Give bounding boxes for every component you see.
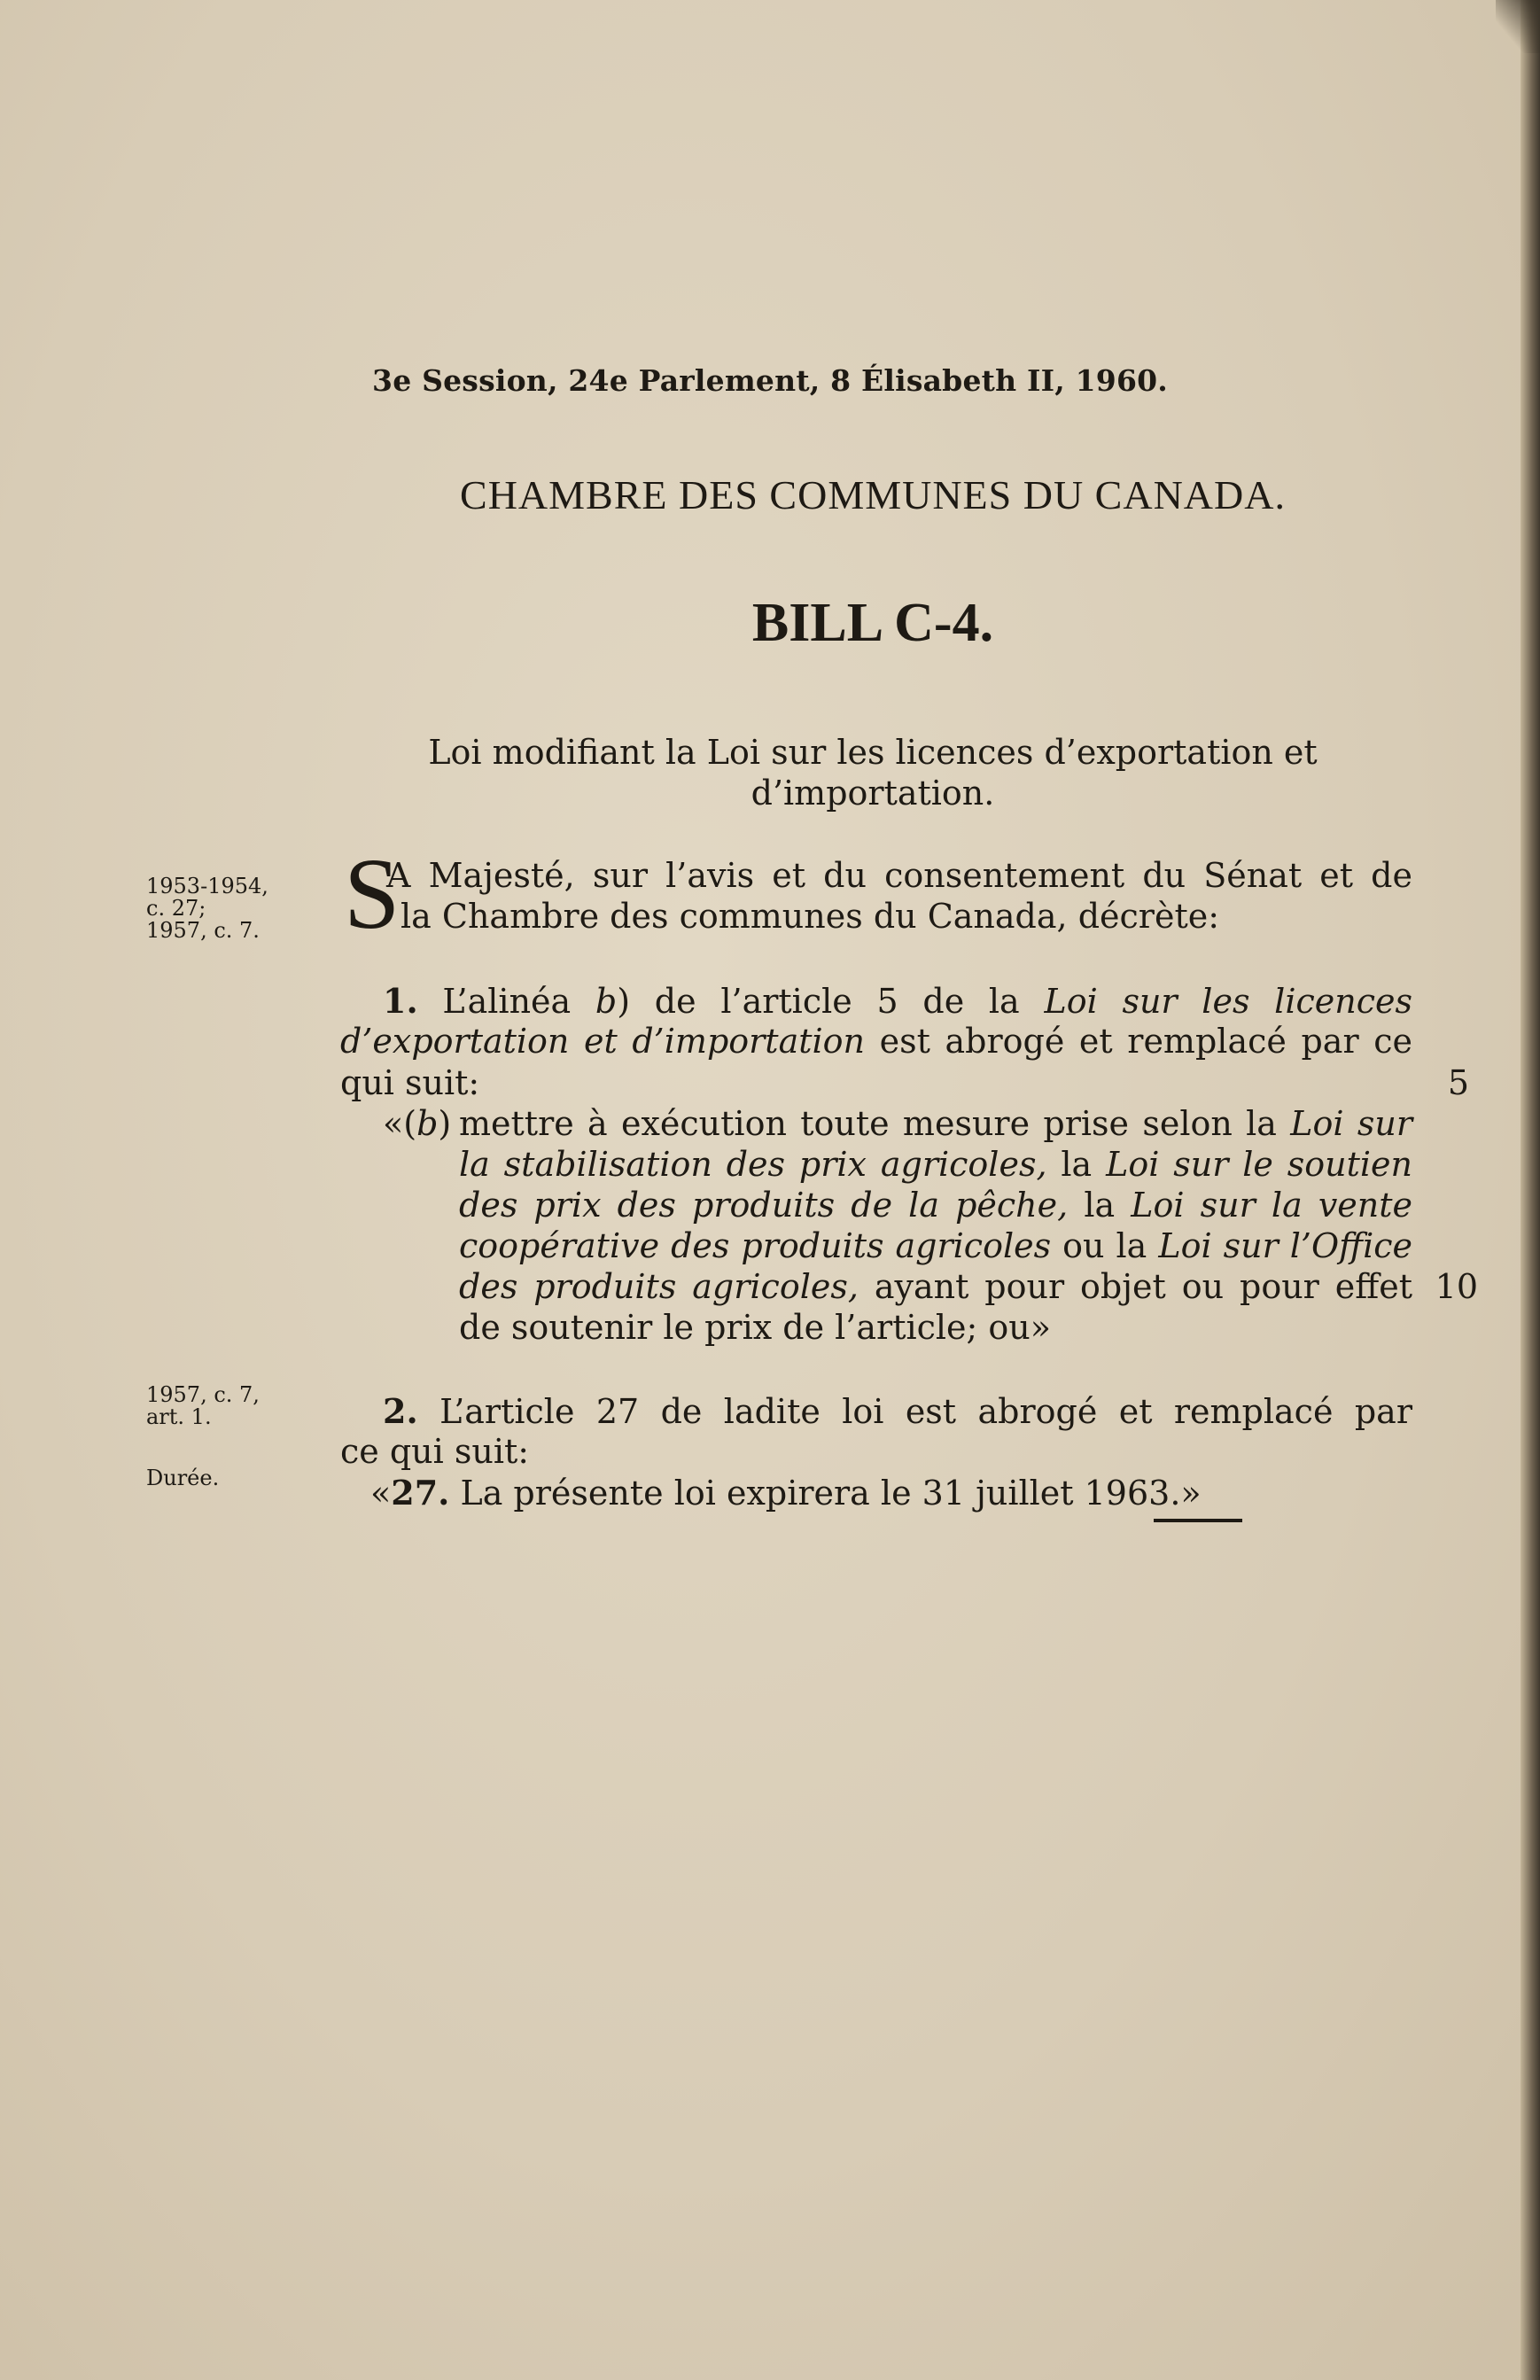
section-27-number: 27.: [391, 1473, 450, 1513]
text-run: Loi sur le soutien: [1106, 1145, 1413, 1184]
margin-note-citation-1: [146, 875, 297, 942]
text-run: ) de l’article 5 de la: [617, 982, 1045, 1021]
margin-note-line: 1957, c. 7.: [146, 918, 260, 943]
text-run: Loi sur la vente: [1131, 1186, 1413, 1225]
text-run: la: [1046, 1145, 1107, 1184]
bill-number: BILL C-4.: [751, 593, 994, 653]
paragraph-b-line-3: [459, 1186, 1412, 1225]
section-1-line-2: [340, 1022, 1412, 1061]
text-run: des prix des produits de la pêche,: [459, 1186, 1069, 1225]
text-run: Loi sur l’Office: [1158, 1226, 1412, 1265]
drop-cap: S: [344, 837, 401, 950]
margin-note-line: 1953-1954,: [146, 874, 268, 898]
section-1-line-1: [383, 981, 1412, 1021]
text-run: ayant pour objet ou pour effet: [858, 1267, 1412, 1306]
text-run: la stabilisation des prix agricoles,: [459, 1145, 1047, 1184]
session-heading: 3e Session, 24e Parlement, 8 Élisabeth II, 1960.: [372, 363, 1168, 398]
text-run: mettre à exécution toute mesure prise selon la: [459, 1104, 1291, 1143]
text-run: est abrogé et remplacé par ce: [865, 1022, 1412, 1061]
paragraph-b-line-2: [459, 1145, 1412, 1184]
margin-note-line: art. 1.: [146, 1404, 212, 1429]
enacting-line-2: la Chambre des communes du Canada, décrète:: [401, 897, 1220, 936]
text-run: la: [1068, 1186, 1132, 1225]
bill-title-line-2: d’importation.: [751, 774, 995, 813]
text-run: b: [416, 1104, 439, 1143]
text-run: L’alinéa: [442, 982, 595, 1021]
section-2-number: 2.: [383, 1391, 418, 1431]
page-corner-shadow: [1496, 0, 1540, 53]
text-run: ): [438, 1104, 452, 1143]
section-2-line-1: [383, 1391, 1412, 1431]
text-run: ou la: [1051, 1226, 1159, 1265]
text-run: Loi sur les licences: [1044, 982, 1412, 1021]
chamber-heading: CHAMBRE DES COMMUNES DU CANADA.: [460, 472, 1286, 517]
line-number-5: 5: [1447, 1063, 1469, 1102]
bill-title-line-1: Loi modifiant la Loi sur les licences d’exportation et: [428, 733, 1318, 772]
margin-note-line: 1957, c. 7,: [146, 1382, 260, 1407]
paragraph-b-line-4: [459, 1226, 1412, 1265]
margin-note-citation-2: [146, 1384, 297, 1428]
paragraph-b-line-1: [459, 1104, 1412, 1143]
paragraph-b-line-6: de soutenir le prix de l’article; ou»: [459, 1308, 1052, 1347]
text-run: des produits agricoles,: [459, 1267, 859, 1306]
text-run: «: [370, 1474, 392, 1513]
text-run: L’article 27 de ladite loi est abrogé et remplacé par: [439, 1392, 1412, 1431]
text-run: La présente loi expirera le 31 juillet 1963.»: [449, 1474, 1202, 1513]
paragraph-b-label: [383, 1104, 451, 1143]
margin-note-line: c. 27;: [146, 896, 206, 921]
paragraph-b-line-5: [459, 1267, 1412, 1306]
text-run: coopérative des produits agricoles: [459, 1226, 1052, 1265]
page-edge-shadow: [1521, 0, 1540, 2380]
text-run: b: [595, 982, 618, 1021]
line-number-10: 10: [1435, 1267, 1478, 1306]
section-1-number: 1.: [383, 981, 418, 1021]
enacting-line-1: A Majesté, sur l’avis et du consentement du Sénat et de: [386, 856, 1412, 895]
text-run: d’exportation et d’importation: [340, 1022, 866, 1061]
section-2-line-2: ce qui suit:: [340, 1432, 530, 1471]
section-1-line-3: qui suit:: [340, 1063, 480, 1102]
end-rule: [1154, 1519, 1242, 1522]
section-2-quote: [370, 1473, 1202, 1513]
text-run: «(: [383, 1104, 417, 1143]
margin-note-duree: Durée.: [146, 1466, 220, 1490]
text-run: Loi sur: [1290, 1104, 1412, 1143]
